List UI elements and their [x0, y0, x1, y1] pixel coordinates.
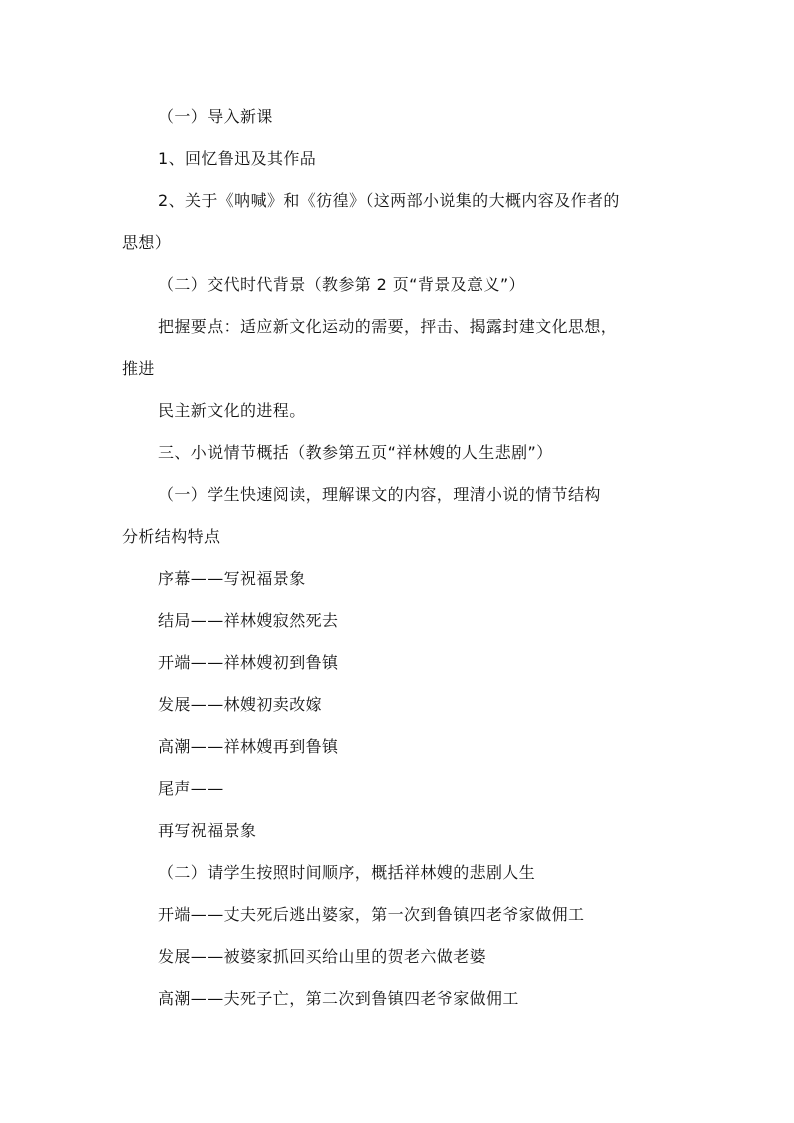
- section-heading-intro: （一）导入新课: [158, 107, 273, 126]
- text-line: 再写祝福景象: [158, 821, 257, 840]
- structure-item: 发展——林嫂初卖改嫁: [158, 695, 323, 714]
- text-line: 2、关于《呐喊》和《彷徨》（这两部小说集的大概内容及作者的: [158, 191, 620, 210]
- text-line: 把握要点：适应新文化运动的需要，抨击、揭露封建文化思想，: [158, 317, 618, 336]
- structure-item: 开端——祥林嫂初到鲁镇: [158, 653, 339, 672]
- text-line: 推进: [122, 359, 155, 378]
- text-line: 思想）: [122, 233, 172, 252]
- structure-item: 高潮——祥林嫂再到鲁镇: [158, 737, 339, 756]
- text-line: （一）学生快速阅读，理解课文的内容，理清小说的情节结构: [158, 485, 601, 504]
- tragedy-item: 发展——被婆家抓回买给山里的贺老六做老婆: [158, 947, 487, 966]
- section-heading-tragedy: （二）请学生按照时间顺序，概括祥林嫂的悲剧人生: [158, 863, 536, 882]
- text-line: 1、回忆鲁迅及其作品: [158, 149, 317, 168]
- structure-item: 序幕——写祝福景象: [158, 569, 306, 588]
- structure-item: 结局——祥林嫂寂然死去: [158, 611, 339, 630]
- text-line: 民主新文化的进程。: [158, 401, 306, 420]
- structure-item: 尾声——: [158, 779, 224, 798]
- section-heading-background: （二）交代时代背景（教参第 2 页“背景及意义”）: [158, 275, 525, 294]
- tragedy-item: 开端——丈夫死后逃出婆家，第一次到鲁镇四老爷家做佣工: [158, 905, 585, 924]
- text-line: 分析结构特点: [122, 527, 221, 546]
- section-heading-plot: 三、小说情节概括（教参第五页“祥林嫂的人生悲剧”）: [158, 443, 553, 462]
- tragedy-item: 高潮——夫死子亡，第二次到鲁镇四老爷家做佣工: [158, 989, 519, 1008]
